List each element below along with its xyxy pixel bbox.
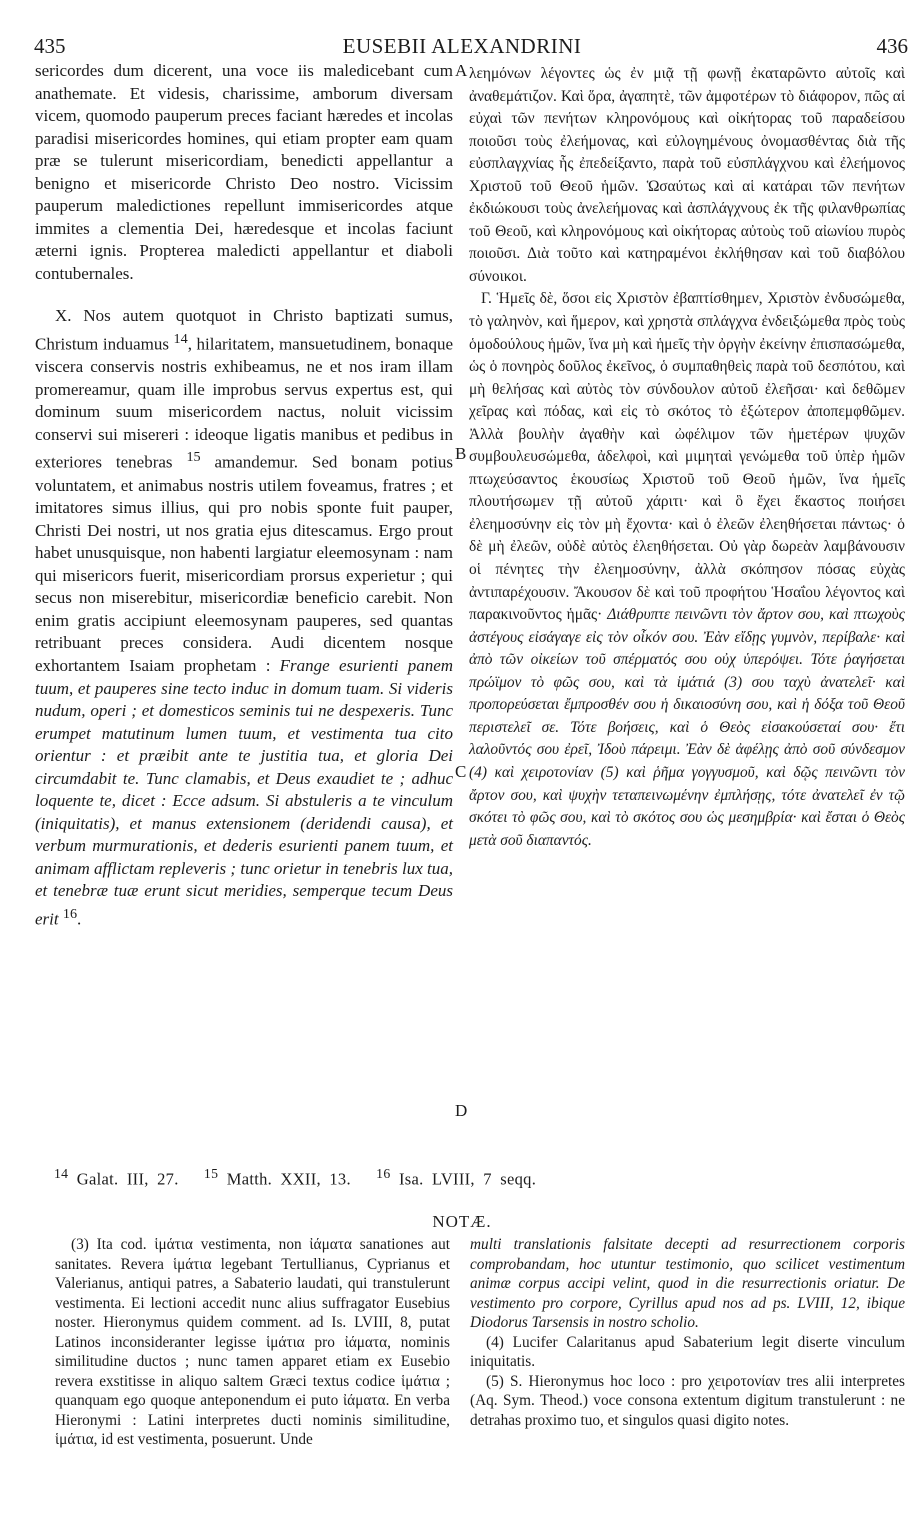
margin-letter-b: B (455, 444, 467, 463)
latin-p2-text-a: X. Nos autem quotquot in Christo baptizati sumus, Christum induamus (35, 306, 453, 354)
latin-isaiah-quote: Frange esurienti panem tuum, et pauperes sine tecto induc in domum tuam. Si videris nudum, operi ; et domesticos seminis tui ne despexeris. Tunc erumpet matutinum lumen tuum, et vestimenta tua cito orientur : et præibit ante te justitia tua, et gloria Dei circumdabit te. Tunc clamabis, et Deus exaudiet te ; adhuc loquente te, dicet : Ecce adsum. Si abstuleris a te vinculum (iniquitatis), et manus extensionem (deridendi causa), et verbum murmurationis, et dederis esurienti panem tuum, et animam afflictam repleveris ; tunc orietur in tenebris lux tua, et tenebræ tuæ erunt sicut meridies, semperque tecum Deus erit (35, 655, 454, 929)
margin-letter-d: D (455, 1101, 468, 1120)
latin-paragraph-1: sericordes dum dicerent, una voce iis maledicebant cum anathemate. Et videsis, charissime, amborum diversam vicem, quomodo pauperum preces faciant hæredes et incolas paradisi misericordes homines, qui etiam propter eam quam præ se tulerunt misericordiam, benedicti appellantur a benigno et misericorde Christo Deo nostro. Vicissim pauperum maledictiones repellunt immisericordes atque immites a clementia Dei, hæredesque et incolas faciunt æterni ignis. Propterea maledicti appellantur et diaboli contubernales. (35, 61, 453, 283)
ref-num-16: 16 (376, 1166, 391, 1181)
notes-column-right (470, 1235, 905, 1430)
margin-letter-c: C (455, 762, 467, 781)
greek-paragraph-2 (469, 288, 905, 852)
margin-letter-a: A (455, 61, 468, 80)
latin-p2-text-c: amandemur. Sed bonam potius voluntatem, et animabus nostris utilem foveamus, fratres ; et imitatores simus illius, qui pro nobis sponte fuit pauper, Christi Dei nostri, ut nos gratia ejus ditescamus. Ergo prout habet unusquisque, non habenti largiatur eleemosynam : nam qui misericors fuerit, misericordiam prorsus experietur ; qui secus non miserebitur, misericordiæ beneficio carebit. Non enim gratis accipiunt eleemosynam pauperes, sed quantas retribuant preces considera. Audi dicentem nosque exhortantem Isaiam prophetam : (35, 453, 454, 675)
greek-p2-text-a: Γ. Ἡμεῖς δὲ, ὅσοι εἰς Χριστὸν ἐβαπτίσθημεν, Χριστὸν ἐνδυσώμεθα, τὸ γαληνὸν, καὶ ἥμερον, καὶ χρηστὰ σπλάγχνα ἐνδειξώμεθα πρὸς τοὺς ὁμοδούλους ἡμῶν, ἵνα μὴ καὶ ἡμεῖς τὴν ὀργὴν ἐκείνην ἐπισπασώμεθα, ὡς ὁ πονηρὸς δοῦλος ἐκεῖνος, ὁ συμπαθηθεὶς παρὰ τοῦ δεσπότου, καὶ μὴ θελήσας καὶ αὐτὸς τὸν σύνδουλον αὐτοῦ ἐλεῆσαι· καὶ δεθῶμεν χεῖρας καὶ πόδας, καὶ εἰς τὸ σκότος τὸ ἐξώτερον ἀποπεμφθῶμεν. Ἀλλὰ βουλὴν ἀγαθὴν καὶ ὠφέλιμον τῶν ἡμετέρων ψυχῶν συμβουλευσώμεθα, ἀδελφοὶ, καὶ μιμηταὶ γενώμεθα τοῦ ὑπὲρ ἡμῶν πτωχεύσαντος ἑκουσίως Χριστοῦ τοῦ Θεοῦ ἡμῶν, ἵνα ἡμεῖς πλουτήσωμεν τῇ αὐτοῦ χάριτι· καὶ ὃ ἔχει ἕκαστος ποιήσει ἐλεημοσύνην εἰς τὸν μὴ ἔχοντα· καὶ ὁ ἐλεῶν ἐλεηθήσεται πάντως· ὁ δὲ μὴ ἐλεῶν, οὐδὲ αὐτὸς ἐλεηθήσεται. Οὐ γὰρ δωρεὰν λαμβάνουσιν οἱ πένητες τὴν ἐλεημοσύνην, ἀλλὰ σκόπησον πόσας εὐχὰς ἀντιπαρέχουσιν. Ἄκουσον δὲ καὶ τοῦ προφήτου Ἡσαΐου λέγοντος καὶ παρακινοῦντος ἡμᾶς· (469, 290, 905, 624)
notes-column-left (55, 1235, 450, 1450)
note-3: (3) Ita cod. ἱμάτια vestimenta, non ἰάματα sanationes aut sanitates. Revera ἱμάτια legebant Tertullianus, Cyprianus et Valerianus, antiqui patres, a Sabaterio laudati, qui transtulerunt vestimenta. Ei lectioni accedit nunc alius suffragator Eusebius noster. Hieronymus quidem comment. ad Is. LVIII, 8, putat Latinos inconsideranter legisse ἱμάτια pro ἰάματα, nominis similitudine ductos ; nunc tamen apparet etiam ex Eusebio revera exstitisse in aliquo saltem Græci textus codice ἱμάτια ; quanquam ego quoque anteponendum ei puto ἰάματα. En verba Hieronymi : Latini interpretes ducti nominis similitudine, ἱμάτια, id est vestimenta, posuerunt. Unde (55, 1236, 450, 1448)
greek-column (469, 63, 905, 852)
note-5: (5) S. Hieronymus hoc loco : pro χειροτονίαν tres alii interpretes (Aq. Sym. Theod.) voce consona extentum digitum transtulerunt : ne detrahas proximo tuo, et singulos quasi digito notes. (470, 1372, 905, 1429)
running-title: EUSEBII ALEXANDRINI (342, 34, 582, 58)
scripture-references (54, 1166, 536, 1190)
notae-heading: NOTÆ. (432, 1212, 492, 1231)
note-4: (4) Lucifer Calaritanus apud Sabaterium legit diserte vinculum iniquitatis. (470, 1333, 905, 1370)
footnote-marker-14: 14 (173, 331, 188, 348)
footnote-marker-16: 16 (62, 906, 78, 922)
ref-15: Matth. XXII, 13. (226, 1169, 351, 1189)
ref-num-15: 15 (203, 1166, 219, 1181)
greek-paragraph-1: λεημόνων λέγοντες ὡς ἐν μιᾷ τῇ φωνῇ ἐκαταρῶντο αὐτοῖς καὶ ἀναθεμάτιζον. Καὶ ὅρα, ἀγαπητὲ, τῶν ἀμφοτέρων τὸ διάφορον, πῶς αἱ εὐχαὶ τῶν πενήτων κληρονόμους καὶ οἰκήτορας τοῦ παραδείσου ποιοῦσι τοὺς ἐλεήμονας, καὶ εὐλογημένους ὀνομασθέντας διὰ τῆς εὐσπλαγχνίας ἧς ἐπεδείξαντο, παρὰ τοῦ εὐσπλάγχνου καὶ ἐλεήμονος Χριστοῦ τοῦ Θεοῦ ἡμῶν. Ὡσαύτως καὶ αἱ κατάραι τῶν πενήτων ἐκδιώκουσι τοὺς ἀνελεήμονας καὶ ἀσπλάγχνους ἐκ τῆς φιλανθρωπίας τοῦ Θεοῦ, καὶ κληρονόμους καὶ οἰκήτορας αὐτοὺς τοῦ αἰωνίου πυρὸς ποιοῦσι. Διὰ τοῦτο καὶ κατηραμένοι ἐκλήθησαν καὶ τοῦ διαβόλου σύνοικοι. (469, 65, 905, 285)
footnote-marker-15: 15 (186, 449, 201, 466)
latin-p2-end: . (77, 909, 82, 929)
note-3-continued: multi translationis falsitate decepti ad resurrectionem corporis comprobandam, hoc utuntur testimonio, quo scilicet vestimentum animæ corpus accipi velint, quod in die resurrectionis oriatur. De vestimento pro corpore, Cyrillus apud nos ad ps. LVIII, 12, ibique Diodorus Tarsensis in nostro scholio. (470, 1236, 905, 1331)
ref-16: Isa. LVIII, 7 seqq. (398, 1169, 537, 1189)
page-number-right: 436 (876, 34, 908, 58)
latin-column (35, 60, 453, 931)
greek-isaiah-quote: Διάθρυπτε πεινῶντι τὸν ἄρτον σου, καὶ πτωχοὺς ἀστέγους εἰσάγαγε εἰς τὸν οἶκόν σου. Ἐὰν εἴδῃς γυμνὸν, περίβαλε· καὶ ἀπὸ τῶν οἰκείων τοῦ σπέρματός σου οὐχ ὑπερόψει. Τότε ῥαγήσεται πρώϊμον τὸ φῶς σου, καὶ τὰ ἱμάτιά (3) σου ταχὺ ἀνατελεῖ· καὶ προπορεύσεται ἔμπροσθέν σου ἡ δικαιοσύνη σου, καὶ ἡ δόξα τοῦ Θεοῦ περιστελεῖ σε. Τότε βοήσεις, καὶ ὁ Θεὸς εἰσακούσεταί σου· ἔτι λαλοῦντός σου ἐρεῖ, Ἰδοὺ πάρειμι. Ἐὰν δὲ ἀφέλῃς ἀπὸ σοῦ σύνδεσμον (4) καὶ χειροτονίαν (5) καὶ ῥῆμα γογγυσμοῦ, καὶ δῷς πεινῶντι τὸν ἄρτον σου, καὶ ψυχὴν τεταπεινωμένην ἐμπλήσῃς, τότε ἀνατελεῖ ἐν τῷ σκότει τὸ φῶς σου, καὶ τὸ σκότος σου ὡς μεσημβρία· καὶ ἔσται ὁ Θεὸς μετὰ σοῦ διαπαντός. (469, 606, 905, 849)
ref-num-14: 14 (54, 1166, 69, 1181)
ref-14: Galat. III, 27. (76, 1169, 179, 1189)
latin-paragraph-2 (35, 305, 453, 931)
latin-p2-text-b: , hilaritatem, mansuetudinem, bonaque viscera conservis nostris exhibeamus, ne et nos iram illam promereamur, quam ille improbus servus expertus est, qui dominum suum misericordem nactus, noluit vicissim conservi sui misereri : ideoque ligatis manibus et pedibus in exteriores tenebras (35, 334, 453, 473)
page-number-left: 435 (34, 34, 66, 58)
